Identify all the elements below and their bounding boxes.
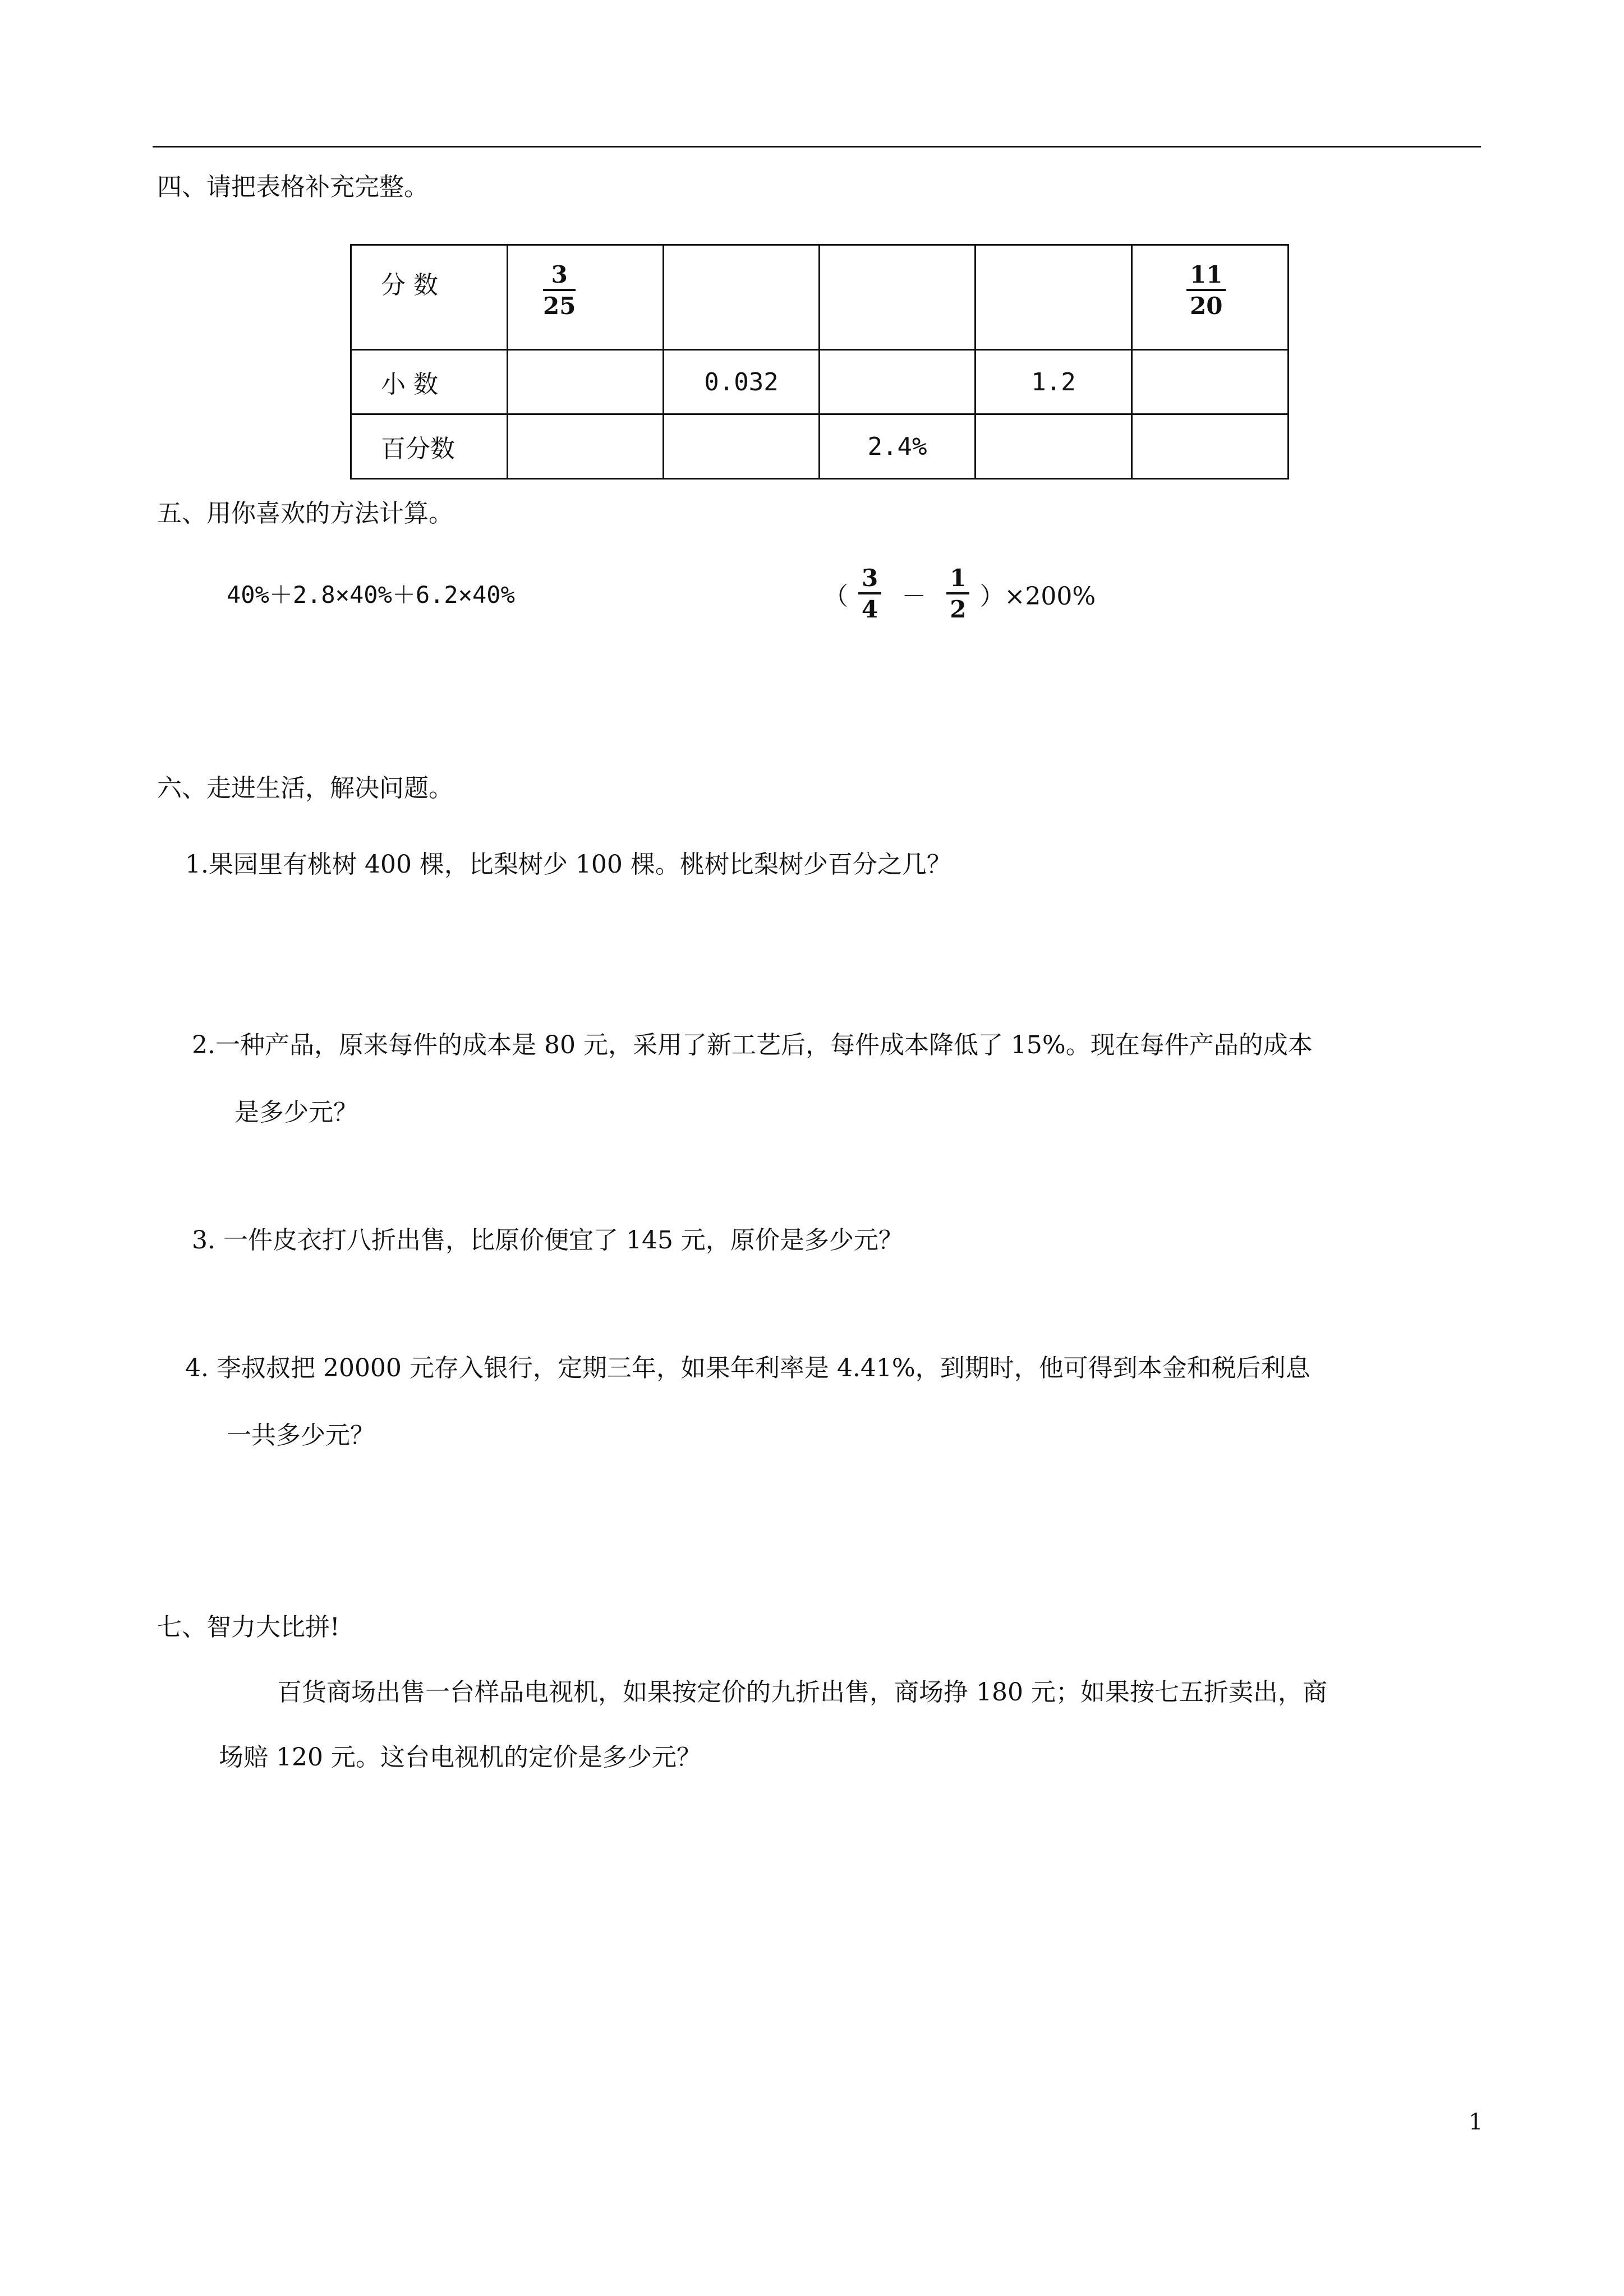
- question-2-line-1: 2.一种产品，原来每件的成本是 80 元，采用了新工艺后，每件成本降低了 15%。现在每件产品的成本: [192, 1031, 1313, 1059]
- header-rule: [153, 146, 1481, 147]
- question-4-line-1: 4. 李叔叔把 20000 元存入银行，定期三年，如果年利率是 4.41%，到期时，他可得到本金和税后利息: [185, 1354, 1310, 1382]
- open-paren: （: [823, 582, 848, 611]
- section-7-line-2: 场赔 120 元。这台电视机的定价是多少元？: [219, 1743, 701, 1772]
- conversion-table: [350, 244, 1289, 480]
- cell-decimal-1[interactable]: [508, 350, 664, 414]
- cell-fraction-2[interactable]: [664, 245, 820, 350]
- section-4-title: 四、请把表格补充完整。: [157, 173, 429, 201]
- table-row-percent: [351, 414, 1289, 479]
- table-row-decimal: [351, 350, 1289, 414]
- cell-decimal-5[interactable]: [1132, 350, 1289, 414]
- expression-1: 40%＋2.8×40%＋6.2×40%: [227, 581, 515, 608]
- page-number: 1: [1469, 2109, 1483, 2135]
- row-label-fraction: 分 数: [351, 245, 508, 350]
- cell-fraction-4[interactable]: [976, 245, 1132, 350]
- cell-decimal-4: 1.2: [976, 350, 1132, 414]
- section-6-title: 六、走进生活，解决问题。: [157, 774, 453, 803]
- fraction-11-20: $\frac{11}{20}$: [1186, 263, 1226, 318]
- minus-sign: －: [901, 582, 927, 611]
- fraction-1-2: $\frac{1}{2}$: [946, 566, 969, 621]
- question-4-line-2: 一共多少元？: [227, 1421, 375, 1450]
- question-1: 1.果园里有桃树 400 棵，比梨树少 100 棵。桃树比梨树少百分之几？: [185, 850, 951, 879]
- cell-percent-4[interactable]: [976, 414, 1132, 479]
- row-label-percent: 百分数: [351, 414, 508, 479]
- cell-fraction-3[interactable]: [820, 245, 976, 350]
- section-7-title: 七、智力大比拼!: [157, 1613, 340, 1642]
- row-label-decimal: 小 数: [351, 350, 508, 414]
- fraction-3-4: $\frac{3}{4}$: [858, 566, 881, 621]
- cell-percent-5[interactable]: [1132, 414, 1289, 479]
- cell-decimal-3[interactable]: [820, 350, 976, 414]
- expression-2: [823, 566, 1096, 621]
- cell-fraction-1: [508, 245, 664, 350]
- cell-decimal-2: 0.032: [664, 350, 820, 414]
- fraction-3-25: $\frac{3}{25}$: [543, 261, 576, 320]
- section-7-line-1: 百货商场出售一台样品电视机，如果按定价的九折出售，商场挣 180 元；如果按七五折卖出，商: [277, 1678, 1327, 1707]
- cell-percent-3: 2.4%: [820, 414, 976, 479]
- table-row-fraction: [351, 245, 1289, 350]
- cell-percent-1[interactable]: [508, 414, 664, 479]
- section-5-title: 五、用你喜欢的方法计算。: [157, 499, 453, 528]
- cell-percent-2[interactable]: [664, 414, 820, 479]
- question-3: 3. 一件皮衣打八折出售，比原价便宜了 145 元，原价是多少元？: [192, 1226, 903, 1255]
- cell-fraction-5: [1132, 245, 1289, 350]
- question-2-line-2: 是多少元？: [234, 1098, 358, 1127]
- close-paren-times: ）×200%: [979, 582, 1096, 611]
